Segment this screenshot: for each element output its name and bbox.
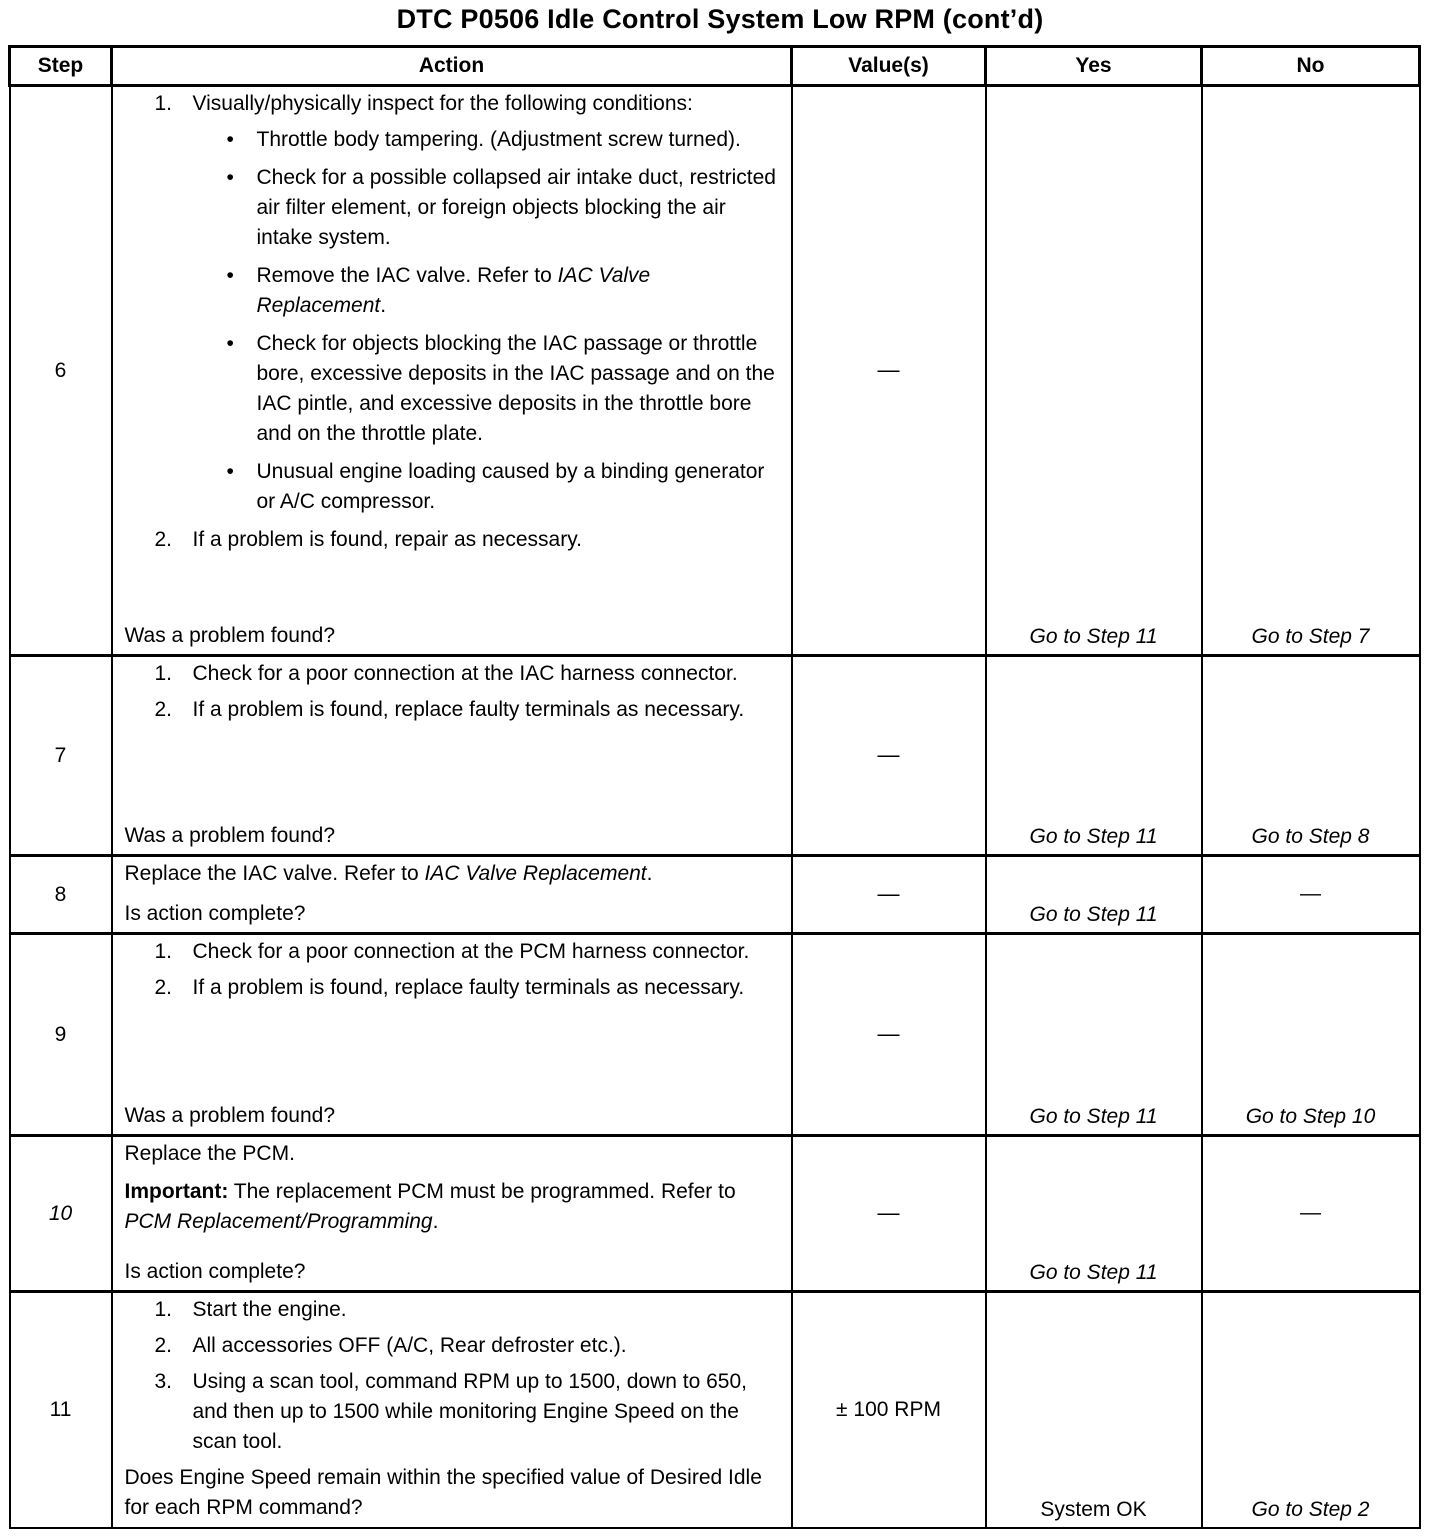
table-row-step-6: [10, 86, 1420, 656]
yes-result: Go to Step 11: [986, 1136, 1202, 1292]
header-no: No: [1202, 47, 1420, 86]
action-cell: Replace the IAC valve. Refer to IAC Valve Replacement. Is action complete?: [112, 856, 792, 934]
question-text: Is action complete?: [124, 902, 306, 925]
action-cell: [112, 934, 792, 1136]
header-step: Step: [10, 47, 112, 86]
page-title: DTC P0506 Idle Control System Low RPM (cont’d): [396, 4, 1044, 34]
no-result: Go to Step 7: [1202, 86, 1420, 656]
yes-result: System OK: [986, 1292, 1202, 1528]
table-row-step-8: [10, 856, 1420, 934]
question-text: Was a problem found?: [124, 1104, 336, 1127]
question-text: Was a problem found?: [124, 624, 336, 647]
header-action: Action: [112, 47, 792, 86]
no-result: —: [1202, 1136, 1420, 1292]
step-number: 7: [10, 656, 112, 856]
value-cell: —: [792, 86, 986, 656]
action-step: 2. If a problem is found, repair as necessary.: [154, 528, 582, 551]
action-step: 1. Visually/physically inspect for the following conditions: • Throttle body tampering. (Adjustment screw turned). • Check for a possible collapsed air intake duct, restricted air filter element, or foreign objects blocking the air intake system. • Remove the IAC valve. Refer to IAC Valve Replacement. • Check for objects blocking the IAC passage or throttle bore, excessive deposits in the IAC passage and on the IAC pintle, and excessive deposits in the throttle bore and on the throttle plate. • Unusual engine loading caused by a binding generator or A/C compressor.: [155, 89, 781, 517]
procedure-reference: PCM Replacement/Programming: [124, 1210, 433, 1233]
no-result: Go to Step 8: [1202, 656, 1420, 856]
action-cell: [112, 86, 792, 656]
table-row-step-9: [10, 934, 1420, 1136]
important-note: Important: The replacement PCM must be programmed. Refer to PCM Replacement/Programming.: [124, 1180, 736, 1233]
procedure-reference: IAC Valve Replacement: [256, 264, 651, 317]
condition-item: • Remove the IAC valve. Refer to IAC Valve Replacement.: [226, 264, 651, 317]
action-step: 2. If a problem is found, replace faulty terminals as necessary.: [154, 976, 745, 999]
value-cell: —: [792, 934, 986, 1136]
step-number: 11: [10, 1292, 112, 1528]
table-row-step-11: [10, 1292, 1420, 1528]
yes-result: Go to Step 11: [986, 656, 1202, 856]
step-number: 9: [10, 934, 112, 1136]
table-row-step-7: [10, 656, 1420, 856]
table-row-step-10: [10, 1136, 1420, 1292]
header-yes: Yes: [986, 47, 1202, 86]
diagnostic-table: [8, 45, 1421, 1529]
action-step: 3. Using a scan tool, command RPM up to 1500, down to 650, and then up to 1500 while monitoring Engine Speed on the scan tool.: [154, 1370, 747, 1453]
step-number: 8: [10, 856, 112, 934]
action-cell: [112, 1136, 792, 1292]
procedure-reference: IAC Valve Replacement: [424, 862, 647, 885]
condition-item: • Check for objects blocking the IAC passage or throttle bore, excessive deposits in the IAC passage and on the IAC pintle, and excessive deposits in the throttle bore and on the throttle plate.: [226, 332, 775, 445]
value-cell: ± 100 RPM: [792, 1292, 986, 1528]
action-cell: [112, 656, 792, 856]
question-text: Was a problem found?: [124, 824, 336, 847]
action-text: Replace the PCM.: [124, 1142, 295, 1165]
action-step: 1. Check for a poor connection at the IAC harness connector.: [154, 662, 738, 685]
condition-list: [193, 125, 781, 517]
no-result: Go to Step 2: [1202, 1292, 1420, 1528]
no-result: —: [1202, 856, 1420, 934]
value-cell: —: [792, 1136, 986, 1292]
action-step: 1. Start the engine.: [154, 1298, 347, 1321]
step-number: 10: [10, 1136, 112, 1292]
step-number: 6: [10, 86, 112, 656]
no-result: Go to Step 10: [1202, 934, 1420, 1136]
action-step: 2. All accessories OFF (A/C, Rear defroster etc.).: [154, 1334, 627, 1357]
condition-item: • Throttle body tampering. (Adjustment screw turned).: [226, 128, 741, 151]
action-cell: [112, 1292, 792, 1528]
action-step: 1. Check for a poor connection at the PCM harness connector.: [154, 940, 750, 963]
value-cell: —: [792, 656, 986, 856]
action-step: 2. If a problem is found, replace faulty terminals as necessary.: [154, 698, 745, 721]
yes-result: Go to Step 11: [986, 856, 1202, 934]
header-values: Value(s): [792, 47, 986, 86]
question-text: Does Engine Speed remain within the specified value of Desired Idle for each RPM command?: [124, 1466, 762, 1519]
yes-result: Go to Step 11: [986, 86, 1202, 656]
yes-result: Go to Step 11: [986, 934, 1202, 1136]
question-text: Is action complete?: [124, 1260, 306, 1283]
condition-item: • Check for a possible collapsed air intake duct, restricted air filter element, or foreign objects blocking the air intake system.: [226, 166, 776, 249]
table-header-row: [10, 47, 1420, 86]
value-cell: —: [792, 856, 986, 934]
condition-item: • Unusual engine loading caused by a binding generator or A/C compressor.: [226, 460, 765, 513]
